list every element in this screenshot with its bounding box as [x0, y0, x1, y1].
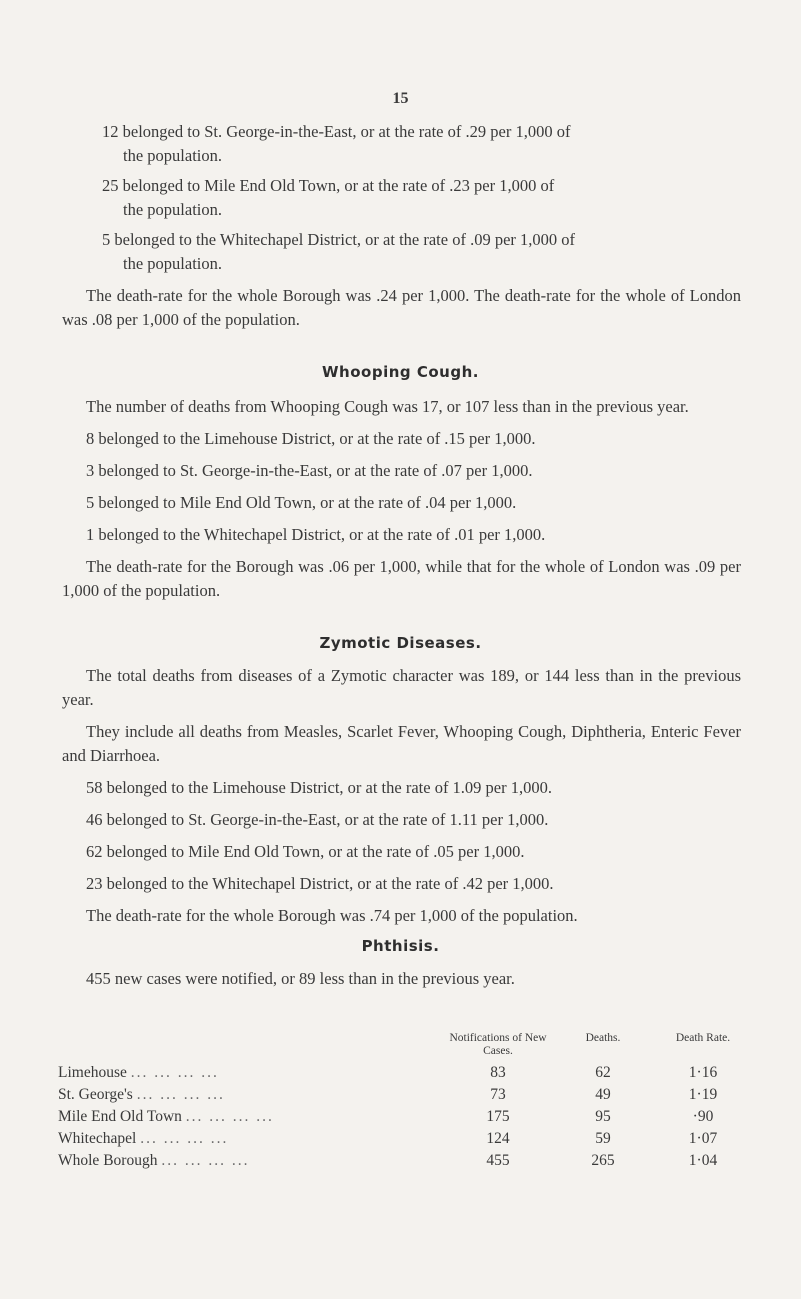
section-heading: Whooping Cough. — [322, 363, 479, 381]
section-heading: Phthisis. — [361, 937, 440, 955]
zymotic-section — [0, 634, 801, 928]
section-intro: They include all deaths from Measles, Scarlet Fever, Whooping Cough, Diphtheria, Enteric Fever and Diarrhoea. — [62, 722, 741, 765]
list-item: 8 belonged to the Limehouse District, or at the rate of .15 per 1,000. — [86, 429, 536, 448]
section-summary: The death-rate for the Borough was .06 per 1,000, while that for the whole of London was .09 per 1,000 of the population. — [62, 557, 741, 600]
notifications-cell: 83 — [490, 1064, 506, 1081]
deaths-cell: 265 — [591, 1152, 615, 1169]
page-number: 15 — [392, 90, 409, 107]
notifications-cell: 455 — [486, 1152, 510, 1169]
notifications-cell: 175 — [486, 1108, 510, 1125]
notifications-cell: 73 — [490, 1086, 506, 1103]
section-intro: The number of deaths from Whooping Cough was 17, or 107 less than in the previous year. — [86, 397, 689, 416]
notifications-cell: 124 — [486, 1130, 510, 1147]
whooping-section — [0, 363, 801, 603]
intro-summary: The death-rate for the whole Borough was .24 per 1,000. The death-rate for the whole of London was .08 per 1,000 of the population. — [62, 286, 741, 329]
phthisis-section — [0, 937, 801, 991]
district-cell: Whole Borough ... ... ... ... — [58, 1152, 250, 1169]
intro-item: 5 belonged to the Whitechapel District, or at the rate of .09 per 1,000 of the population. — [102, 230, 576, 273]
table-row — [58, 1128, 748, 1150]
column-header-rate: Death Rate. — [675, 1032, 731, 1044]
deaths-cell: 49 — [595, 1086, 611, 1103]
district-cell: Whitechapel ... ... ... ... — [58, 1130, 229, 1147]
section-intro: The total deaths from diseases of a Zymotic character was 189, or 144 less than in the previous year. — [62, 666, 741, 709]
deaths-cell: 62 — [595, 1064, 611, 1081]
rate-cell: ·90 — [692, 1108, 714, 1125]
table-row — [58, 1062, 748, 1084]
deaths-cell: 95 — [595, 1108, 611, 1125]
list-item: 46 belonged to St. George-in-the-East, or at the rate of 1.11 per 1,000. — [86, 810, 549, 829]
rate-cell: 1·04 — [688, 1152, 718, 1169]
table-row — [58, 1150, 748, 1172]
column-header-deaths: Deaths. — [585, 1032, 621, 1044]
rate-cell: 1·19 — [688, 1086, 718, 1103]
section-summary: The death-rate for the whole Borough was .74 per 1,000 of the population. — [86, 906, 578, 925]
rate-cell: 1·16 — [688, 1064, 718, 1081]
list-item: 62 belonged to Mile End Old Town, or at the rate of .05 per 1,000. — [86, 842, 525, 861]
table-row — [58, 1106, 748, 1128]
list-item: 5 belonged to Mile End Old Town, or at the rate of .04 per 1,000. — [86, 493, 517, 512]
rate-cell: 1·07 — [688, 1130, 718, 1147]
intro-section — [0, 120, 801, 332]
list-item: 1 belonged to the Whitechapel District, or at the rate of .01 per 1,000. — [86, 525, 546, 544]
section-intro: 455 new cases were notified, or 89 less than in the previous year. — [86, 969, 515, 988]
district-cell: Limehouse ... ... ... ... — [58, 1064, 219, 1081]
column-header-notifications: Notifications of New Cases. — [449, 1032, 547, 1057]
table-header-row — [58, 1032, 748, 1062]
phthisis-table — [58, 1032, 748, 1172]
intro-item: 12 belonged to St. George-in-the-East, or at the rate of .29 per 1,000 of the population. — [102, 122, 571, 165]
list-item: 58 belonged to the Limehouse District, or at the rate of 1.09 per 1,000. — [86, 778, 553, 797]
table-row — [58, 1084, 748, 1106]
district-cell: St. George's ... ... ... ... — [58, 1086, 225, 1103]
district-cell: Mile End Old Town ... ... ... ... — [58, 1108, 274, 1125]
list-item: 3 belonged to St. George-in-the-East, or at the rate of .07 per 1,000. — [86, 461, 533, 480]
deaths-cell: 59 — [595, 1130, 611, 1147]
intro-item: 25 belonged to Mile End Old Town, or at the rate of .23 per 1,000 of the population. — [102, 176, 555, 219]
list-item: 23 belonged to the Whitechapel District, or at the rate of .42 per 1,000. — [86, 874, 554, 893]
section-heading: Zymotic Diseases. — [319, 634, 482, 652]
